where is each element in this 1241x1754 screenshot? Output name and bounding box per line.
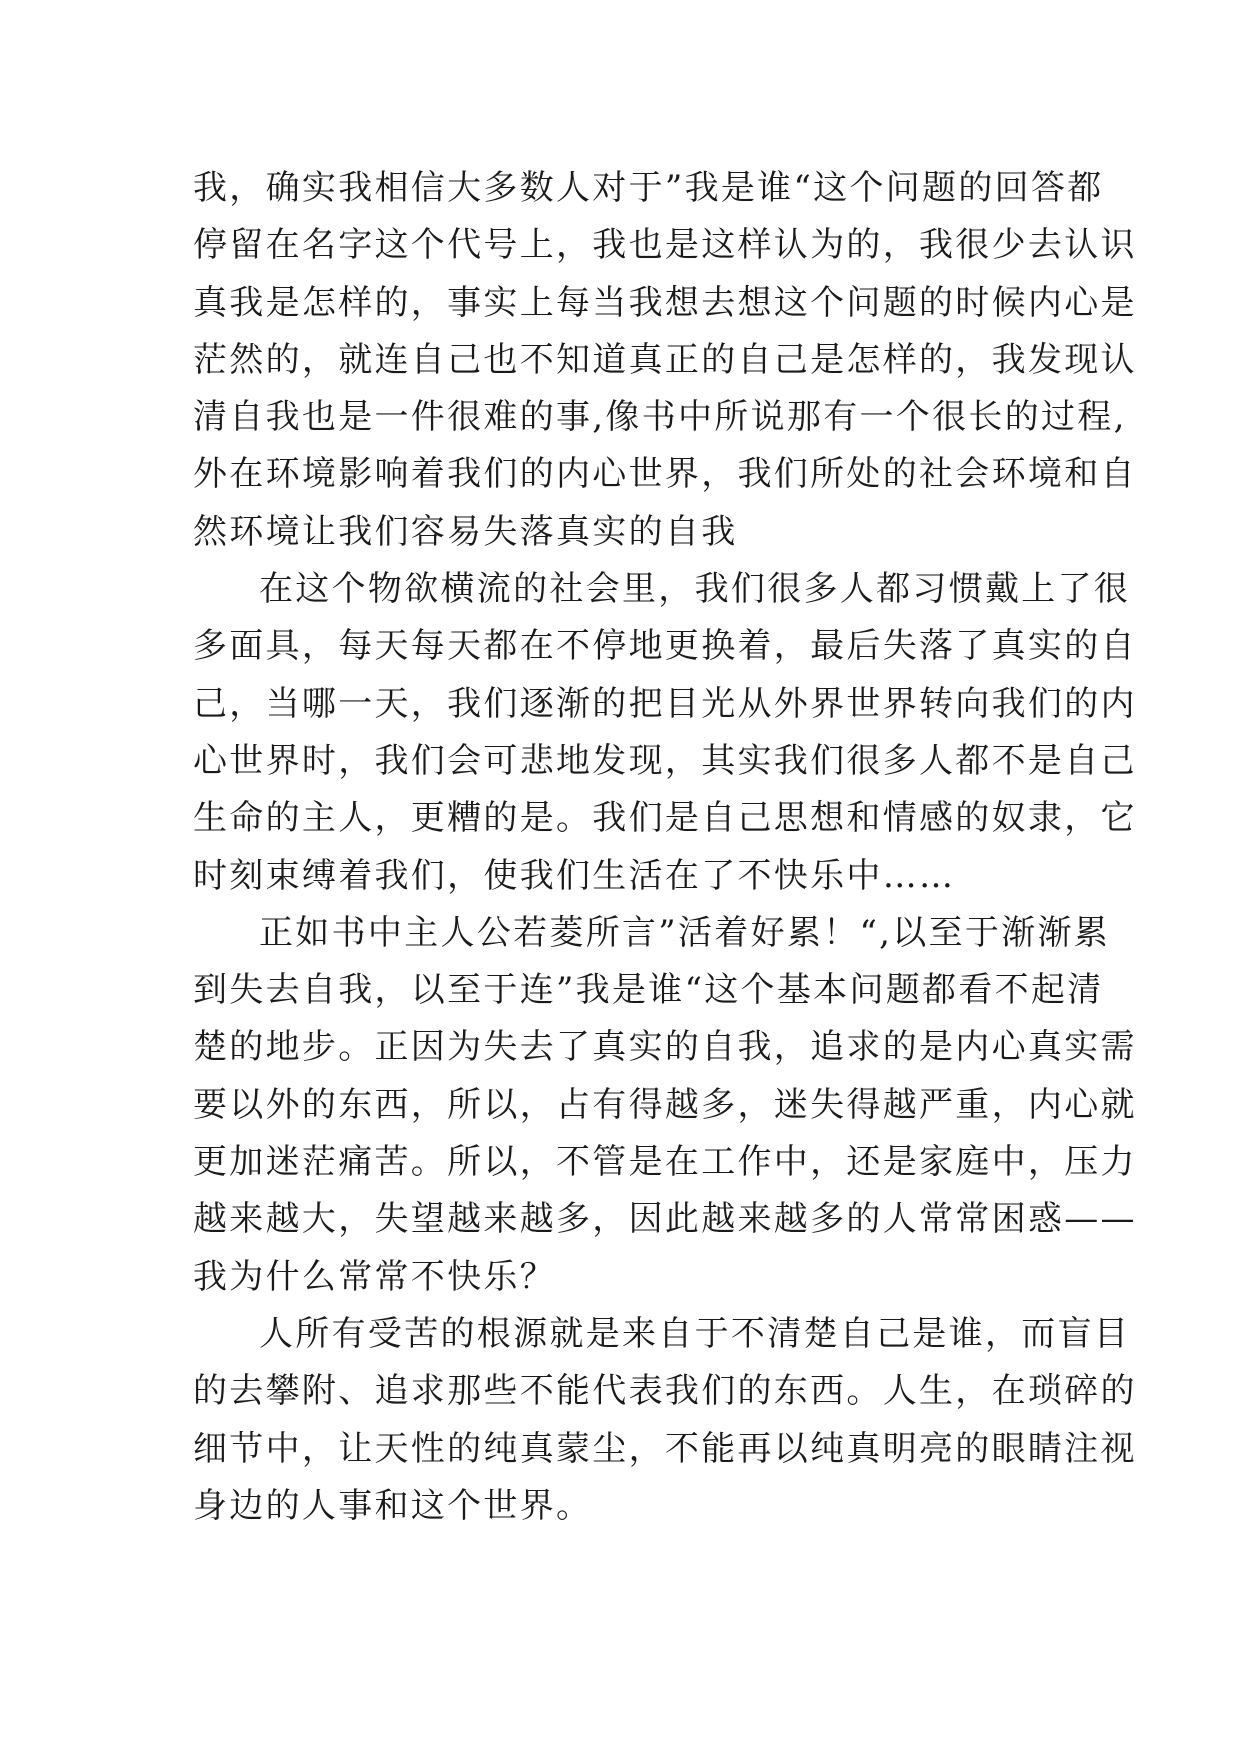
- text-line: 己，当哪一天，我们逐渐的把目光从外界世界转向我们的内: [193, 683, 1137, 724]
- text-line: 生命的主人，更糟的是。我们是自己思想和情感的奴隶，它: [193, 798, 1137, 839]
- text-line: 楚的地步。正因为失去了真实的自我，追求的是内心真实需: [193, 1027, 1137, 1068]
- text-line: 多面具，每天每天都在不停地更换着，最后失落了真实的自: [193, 626, 1137, 667]
- text-line: 茫然的，就连自己也不知道真正的自己是怎样的，我发现认: [193, 339, 1137, 380]
- text-line: 更加迷茫痛苦。所以，不管是在工作中，还是家庭中，压力: [193, 1142, 1137, 1183]
- text-line: 停留在名字这个代号上，我也是这样认为的，我很少去认识: [193, 225, 1137, 266]
- body-text: [193, 160, 1137, 1535]
- paragraph-first-line: 在这个物欲横流的社会里，我们很多人都习惯戴上了很: [259, 569, 1131, 610]
- text-line: 我为什么常常不快乐？: [193, 1256, 556, 1297]
- paragraph-first-line: 正如书中主人公若菱所言”活着好累！“,以至于渐渐累: [259, 912, 1111, 953]
- text-line: 越来越大，失望越来越多，因此越来越多的人常常困惑——: [193, 1199, 1137, 1240]
- text-line: 时刻束缚着我们，使我们生活在了不快乐中……: [193, 855, 956, 896]
- text-line: 到失去自我，以至于连”我是谁“这个基本问题都看不起清: [193, 970, 1104, 1011]
- text-line: 清自我也是一件很难的事,像书中所说那有一个很长的过程,: [193, 397, 1127, 438]
- text-line: 身边的人事和这个世界。: [193, 1485, 593, 1526]
- text-line: 细节中，让天性的纯真蒙尘，不能再以纯真明亮的眼睛注视: [193, 1428, 1137, 1469]
- text-line: 然环境让我们容易失落真实的自我: [193, 511, 738, 552]
- text-line: 真我是怎样的，事实上每当我想去想这个问题的时候内心是: [193, 282, 1137, 323]
- text-line: 心世界时，我们会可悲地发现，其实我们很多人都不是自己: [193, 740, 1137, 781]
- text-line: 我，确实我相信大多数人对于”我是谁“这个问题的回答都: [193, 168, 1104, 208]
- text-line: 外在环境影响着我们的内心世界，我们所处的社会环境和自: [193, 454, 1137, 495]
- text-line: 要以外的东西，所以，占有得越多，迷失得越严重，内心就: [193, 1084, 1137, 1125]
- text-line: 的去攀附、追求那些不能代表我们的东西。人生，在琐碎的: [193, 1371, 1137, 1412]
- paragraph-first-line: 人所有受苦的根源就是来自于不清楚自己是谁，而盲目: [259, 1313, 1131, 1354]
